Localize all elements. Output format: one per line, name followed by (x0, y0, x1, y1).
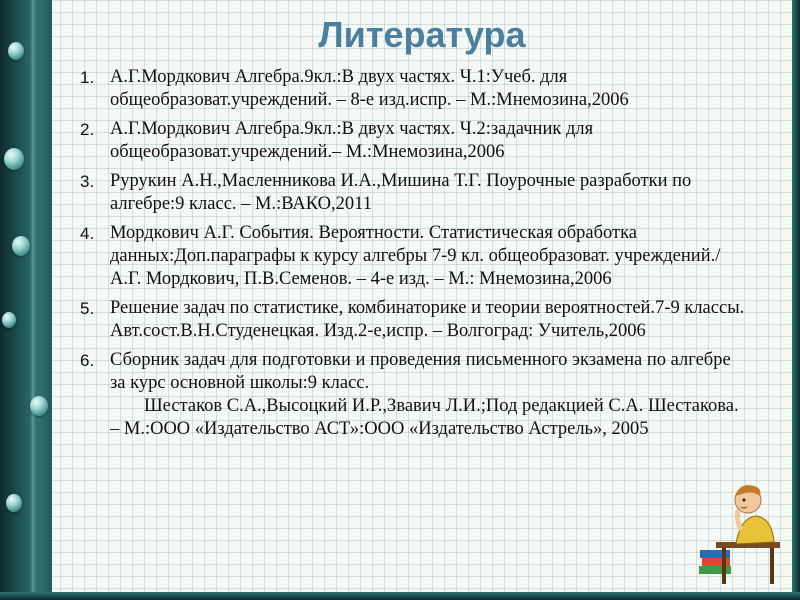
reference-item (80, 349, 750, 441)
water-drop-icon (2, 312, 16, 328)
student-at-desk-illustration (696, 478, 786, 588)
water-drop-icon (4, 148, 24, 170)
reference-number: 1. (80, 68, 95, 87)
reference-number: 6. (80, 351, 95, 370)
reference-item (80, 66, 750, 112)
reference-text: А.Г.Мордкович Алгебра.9кл.:В двух частях. Ч.1:Учеб. для общеобразоват.учреждений. – 8-е изд.испр. – М.:Мнемозина,2006 (110, 67, 629, 110)
reference-number: 3. (80, 172, 95, 191)
reference-list (80, 66, 750, 447)
reference-number: 5. (80, 299, 95, 318)
bottom-border (0, 592, 800, 600)
reference-text: А.Г.Мордкович Алгебра.9кл.:В двух частях. Ч.2:задачник для общеобразоват.учреждений.– М.:Мнемозина,2006 (110, 119, 594, 162)
reference-continuation: Шестаков С.А.,Высоцкий И.Р.,Звавич Л.И.;Под редакцией С.А. Шестакова. – М.:ООО «Издательство АСТ»:ООО «Издательство Астрель», 2005 (110, 396, 739, 439)
water-drop-icon (30, 396, 48, 416)
right-border (792, 0, 800, 600)
water-drop-icon (6, 494, 22, 512)
reference-item (80, 222, 750, 291)
reference-text: Мордкович А.Г. События. Вероятности. Статистическая обработка данных:Доп.параграфы к курсу алгебры 7-9 кл. общеобразоват. учреждений./А.Г. Мордкович, П.В.Семенов. – 4-е изд. – М.: Мнемозина,2006 (110, 223, 721, 289)
water-drop-icon (8, 42, 24, 60)
reference-text: Решение задач по статистике, комбинаторике и теории вероятностей.7-9 классы. Авт.сост.В.Н.Студенецкая. Изд.2-е,испр. – Волгоград: Учитель,2006 (110, 298, 745, 341)
reference-number: 4. (80, 224, 95, 243)
slide-title: Литература (318, 14, 526, 55)
book-icon (699, 566, 731, 574)
left-decorative-border (0, 0, 52, 600)
border-shine (30, 0, 36, 600)
reference-item (80, 170, 750, 216)
reference-number: 2. (80, 120, 95, 139)
water-drop-icon (12, 236, 30, 256)
reference-item (80, 297, 750, 343)
reference-item (80, 118, 750, 164)
reference-text: Рурукин А.Н.,Масленникова И.А.,Мишина Т.Г. Поурочные разработки по алгебре:9 класс. – М.:ВАКО,2011 (110, 171, 692, 214)
reference-text: Сборник задач для подготовки и проведения письменного экзамена по алгебре за курс основной школы:9 класс. (110, 350, 731, 393)
